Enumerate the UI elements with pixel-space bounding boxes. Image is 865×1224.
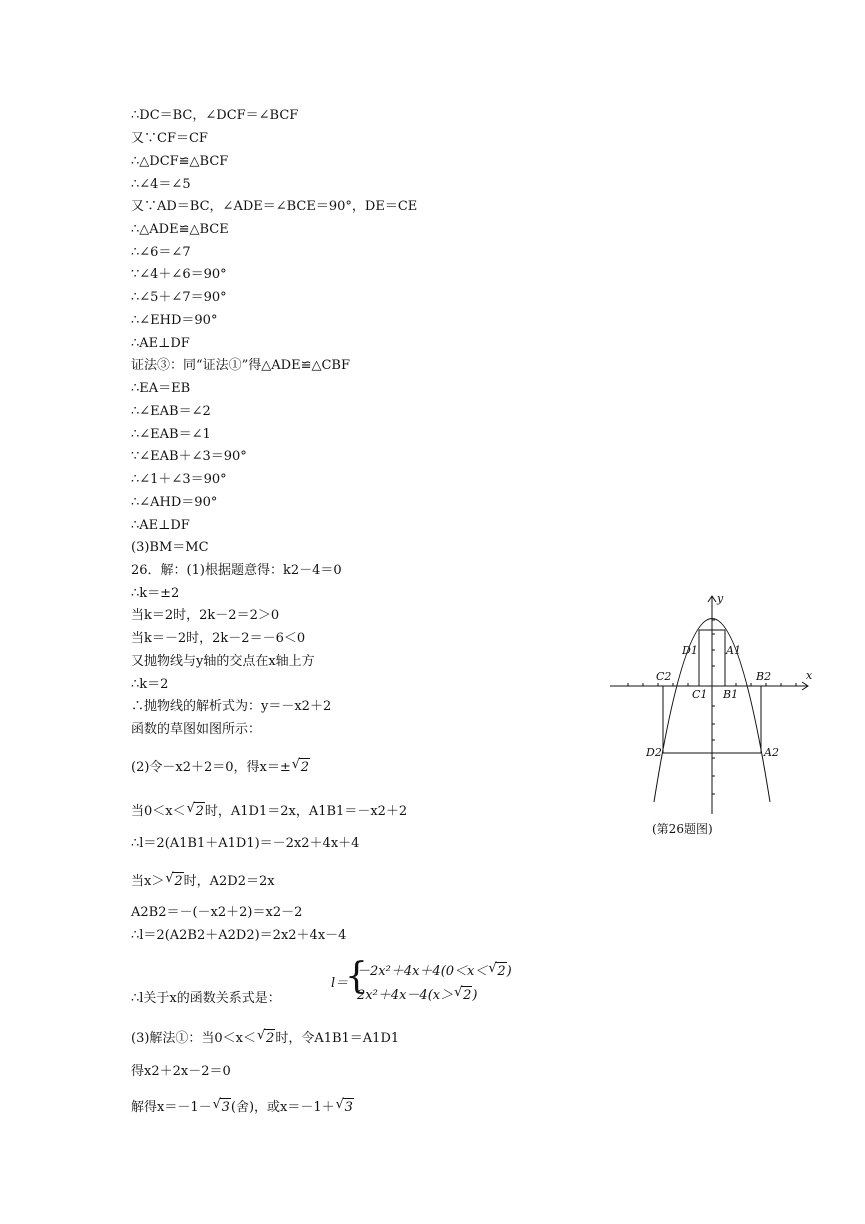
figure-caption: (第26题图) (652, 822, 713, 836)
math-text: 时，A2D2＝2x (183, 874, 275, 889)
text-line: (3)BM＝MC (131, 540, 209, 555)
text-line: ∴∠4＝∠5 (131, 177, 191, 192)
text-line: ∴抛物线的解析式为：y＝－x2＋2 (131, 699, 332, 714)
math-text: 时，令A1B1＝A1D1 (275, 1031, 400, 1046)
radicand: 3 (344, 1100, 353, 1115)
sqrt-symbol: √ 2 (165, 871, 183, 889)
text-line: ∴k＝±2 (131, 586, 180, 601)
math-line (131, 1097, 354, 1116)
point-label: B1 (723, 688, 739, 701)
point-label: C2 (656, 670, 672, 683)
text-line: ∴∠AHD＝90° (131, 495, 218, 510)
text-line: 又∵AD＝BC，∠ADE＝∠BCE＝90°，DE＝CE (131, 199, 418, 214)
text-line: 当k＝－2时，2k－2＝－6＜0 (131, 631, 306, 646)
math-text: －2x²＋4x＋4(0＜x＜ (357, 964, 488, 979)
radicand: 2 (266, 1031, 275, 1046)
radicand: 2 (497, 964, 506, 979)
text-line: 得x2＋2x－2＝0 (131, 1064, 231, 1079)
sqrt-symbol: √ 3 (335, 1097, 353, 1115)
point-label: B2 (756, 670, 772, 683)
piece-row-2 (357, 984, 477, 1003)
text-line: ∴l关于x的函数关系式是： (131, 991, 281, 1006)
text-line: 当k＝2时，2k－2＝2＞0 (131, 608, 280, 623)
text-line: ∴∠EHD＝90° (131, 313, 218, 328)
piece-lhs: l＝ (331, 976, 349, 991)
y-axis-label: y (717, 592, 724, 605)
text-line: ∴l＝2(A2B2＋A2D2)＝2x2＋4x－4 (131, 928, 347, 943)
sqrt-symbol: √ 2 (291, 757, 310, 775)
text-line: ∴∠EAB＝∠1 (131, 427, 211, 442)
point-label: A2 (764, 746, 779, 759)
text-line: ∴AE⊥DF (131, 336, 190, 351)
math-line (131, 871, 275, 890)
radicand: 3 (221, 1100, 230, 1115)
math-text: (舍)，或x＝－1＋ (230, 1100, 335, 1115)
sqrt-symbol: √ 2 (488, 961, 506, 979)
text-line: ∴k＝2 (131, 677, 169, 692)
math-text: ) (506, 964, 512, 979)
sqrt-symbol: √ 3 (212, 1097, 230, 1115)
text-line: ∴△DCF≌△BCF (131, 154, 229, 169)
text-line: 证法③：同“证法①”得△ADE≌△CBF (131, 358, 351, 373)
text-line: ∵∠EAB＋∠3＝90° (131, 449, 247, 464)
point-label: D2 (646, 746, 662, 759)
radicand: 2 (195, 804, 204, 819)
point-label: A1 (726, 644, 741, 657)
math-text: (2)令－x2＋2＝0，得x＝± (131, 760, 291, 775)
brace-symbol: { (345, 956, 368, 997)
text-line: A2B2＝－(－x2＋2)＝x2－2 (131, 905, 303, 920)
sqrt-symbol: √ 2 (257, 1028, 275, 1046)
text-line: ∴∠1＋∠3＝90° (131, 472, 227, 487)
math-line (131, 801, 408, 820)
math-text: 当0＜x＜ (131, 804, 186, 819)
parabola-figure (608, 590, 818, 840)
sqrt-symbol: √ 2 (186, 801, 204, 819)
math-text: (3)解法①：当0＜x＜ (131, 1031, 257, 1046)
text-line: ∴△ADE≌△BCE (131, 222, 229, 237)
text-line: 函数的草图如图所示： (131, 722, 262, 737)
text-line: ∴l＝2(A1B1＋A1D1)＝－2x2＋4x＋4 (131, 836, 360, 851)
math-text: 时，A1D1＝2x，A1B1＝－x2＋2 (204, 804, 408, 819)
text-line: ∵∠4＋∠6＝90° (131, 267, 227, 282)
math-text: 当x＞ (131, 874, 165, 889)
radicand: 2 (174, 874, 183, 889)
text-line: ∴DC＝BC，∠DCF＝∠BCF (131, 108, 299, 123)
radicand: 2 (300, 760, 310, 775)
text-line: ∴EA＝EB (131, 381, 191, 396)
math-text: 2x²＋4x－4(x＞ (357, 988, 454, 1003)
text-line: 26．解：(1)根据题意得：k2－4＝0 (131, 563, 342, 578)
sqrt-symbol: √ 2 (454, 985, 472, 1003)
math-text: 解得x＝－1－ (131, 1100, 212, 1115)
piece-row-1 (357, 960, 512, 979)
math-line (131, 1028, 400, 1047)
text-line: ∴∠6＝∠7 (131, 245, 191, 260)
text-line: ∴∠EAB＝∠2 (131, 404, 211, 419)
radicand: 2 (463, 988, 472, 1003)
point-label: C1 (692, 688, 708, 701)
math-line (131, 757, 310, 776)
text-line: 又∵CF＝CF (131, 131, 208, 146)
text-line: ∴∠5＋∠7＝90° (131, 290, 227, 305)
point-label: D1 (682, 644, 698, 657)
text-line: 又抛物线与y轴的交点在x轴上方 (131, 654, 315, 669)
x-axis-label: x (806, 669, 813, 682)
text-line: ∴AE⊥DF (131, 518, 190, 533)
math-text: ) (472, 988, 478, 1003)
